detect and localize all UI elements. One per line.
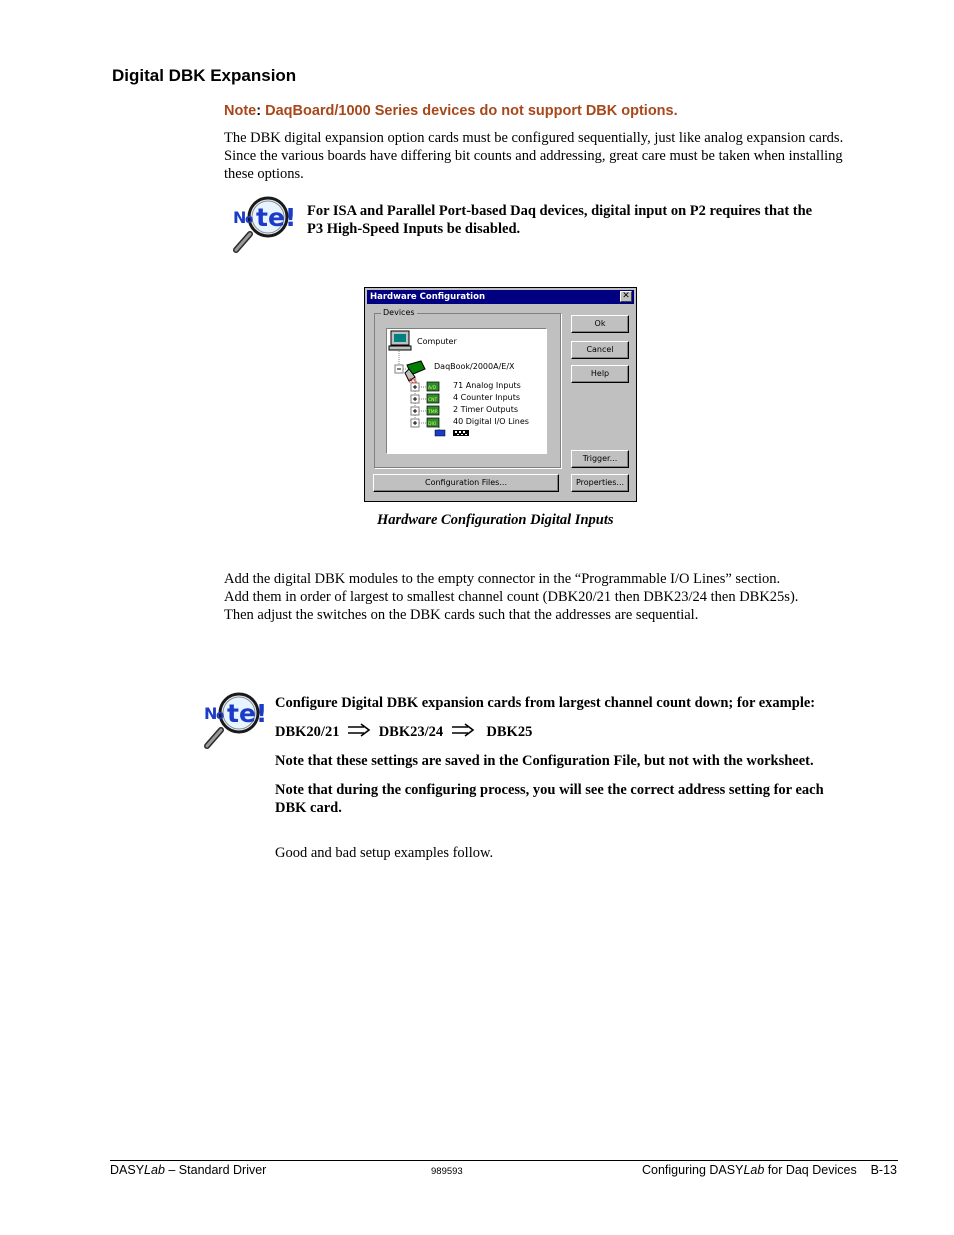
trigger-button[interactable]: Trigger... [571, 450, 629, 468]
note-colon: : [256, 103, 262, 119]
close-icon[interactable]: ✕ [620, 291, 632, 302]
figure-caption: Hardware Configuration Digital Inputs [377, 512, 614, 528]
note2-line-4a: Note that during the configuring process, you will see the correct address setting for each [275, 782, 824, 798]
window-title: Hardware Configuration [370, 292, 485, 302]
note2-line-4b: DBK card. [275, 800, 342, 816]
svg-text:N: N [233, 208, 247, 227]
note-prefix: Note [224, 103, 257, 119]
intro-line-2: Since the various boards have differing bit counts and addressing, great care must be taken when installing [224, 148, 843, 164]
footer-left-b: Lab [144, 1163, 165, 1177]
svg-text:DIO: DIO [428, 422, 437, 427]
svg-text:A/D: A/D [428, 386, 437, 391]
note-isa-parallel [307, 202, 877, 238]
svg-text:RS: RS [409, 378, 417, 385]
note2-line-3: Note that these settings are saved in the Configuration File, but not with the worksheet. [275, 753, 814, 769]
note1-line-1: For ISA and Parallel Port-based Daq devices, digital input on P2 requires that the [307, 203, 813, 219]
intro-line-3: these options. [224, 166, 304, 182]
footer-right [642, 1163, 897, 1177]
computer-icon [389, 331, 411, 350]
footer-doc-number: 989593 [431, 1166, 463, 1177]
note2-line-1: Configure Digital DBK expansion cards from largest channel count down; for example: [275, 695, 816, 711]
configuration-files-button[interactable]: Configuration Files... [373, 474, 559, 492]
tree-item-counter[interactable]: 4 Counter Inputs [453, 393, 521, 402]
svg-text:te!: te! [256, 203, 297, 232]
tree-item-computer[interactable]: Computer [417, 337, 457, 346]
properties-button[interactable]: Properties... [571, 474, 629, 492]
tree-item-analog[interactable]: 71 Analog Inputs [453, 381, 521, 390]
add-line-3: Then adjust the switches on the DBK cards such that the addresses are sequential. [224, 607, 699, 623]
device-tree[interactable] [386, 328, 547, 454]
note-text: DaqBoard/1000 Series devices do not support DBK options. [265, 103, 678, 119]
cancel-button[interactable]: Cancel [571, 341, 629, 359]
add-line-1: Add the digital DBK modules to the empty connector in the “Programmable I/O Lines” section. [224, 571, 781, 587]
dbk-seq-1: DBK20/21 [275, 724, 340, 740]
footer-left-a: DASY [110, 1163, 145, 1177]
section-heading: Digital DBK Expansion [112, 66, 297, 85]
dbk-sequence [275, 723, 895, 741]
footer-right-a: Configuring DASY [641, 1163, 744, 1177]
hardware-configuration-window [364, 287, 637, 502]
double-arrow-right-icon [347, 723, 371, 737]
dbk-seq-3: DBK25 [486, 724, 533, 740]
svg-text:te!: te! [227, 699, 268, 728]
footer-left [110, 1163, 266, 1177]
svg-text:o: o [245, 212, 254, 226]
svg-text:o: o [216, 708, 225, 722]
intro-paragraph [224, 129, 914, 183]
examples-follow-text: Good and bad setup examples follow. [275, 845, 494, 861]
add-line-2: Add them in order of largest to smallest channel count (DBK20/21 then DBK23/24 then DBK25s). [224, 589, 799, 605]
note1-line-2: P3 High-Speed Inputs be disabled. [307, 221, 521, 237]
note-daqboard [224, 103, 678, 119]
add-modules-paragraph [224, 570, 914, 624]
tree-item-device[interactable]: DaqBook/2000A/E/X [434, 362, 515, 371]
tree-connectors [387, 329, 546, 453]
footer-rule [110, 1160, 898, 1161]
double-arrow-right-icon [451, 723, 475, 737]
help-button[interactable]: Help [571, 365, 629, 383]
ok-button[interactable]: Ok [571, 315, 629, 333]
spacer [275, 712, 895, 723]
note-magnifier-icon [230, 196, 297, 254]
svg-text:N: N [204, 704, 218, 723]
spacer [275, 741, 895, 752]
svg-text:TMR: TMR [428, 410, 438, 415]
tree-item-timer[interactable]: 2 Timer Outputs [453, 405, 518, 414]
devices-group-label: Devices [383, 308, 415, 317]
footer-right-b: Lab [743, 1163, 765, 1177]
note-configure-order [275, 694, 895, 817]
window-titlebar [367, 290, 634, 304]
svg-text:CNT: CNT [428, 398, 438, 403]
footer-right-c: for Daq Devices B-13 [764, 1163, 897, 1177]
tree-item-digital[interactable]: 40 Digital I/O Lines [453, 417, 529, 426]
spacer [275, 770, 895, 781]
intro-line-1: The DBK digital expansion option cards must be configured sequentially, just like analog expansion cards. [224, 130, 844, 146]
dbk-seq-2: DBK23/24 [378, 724, 444, 740]
footer-left-c: – Standard Driver [164, 1163, 267, 1177]
note-magnifier-icon [201, 692, 268, 750]
